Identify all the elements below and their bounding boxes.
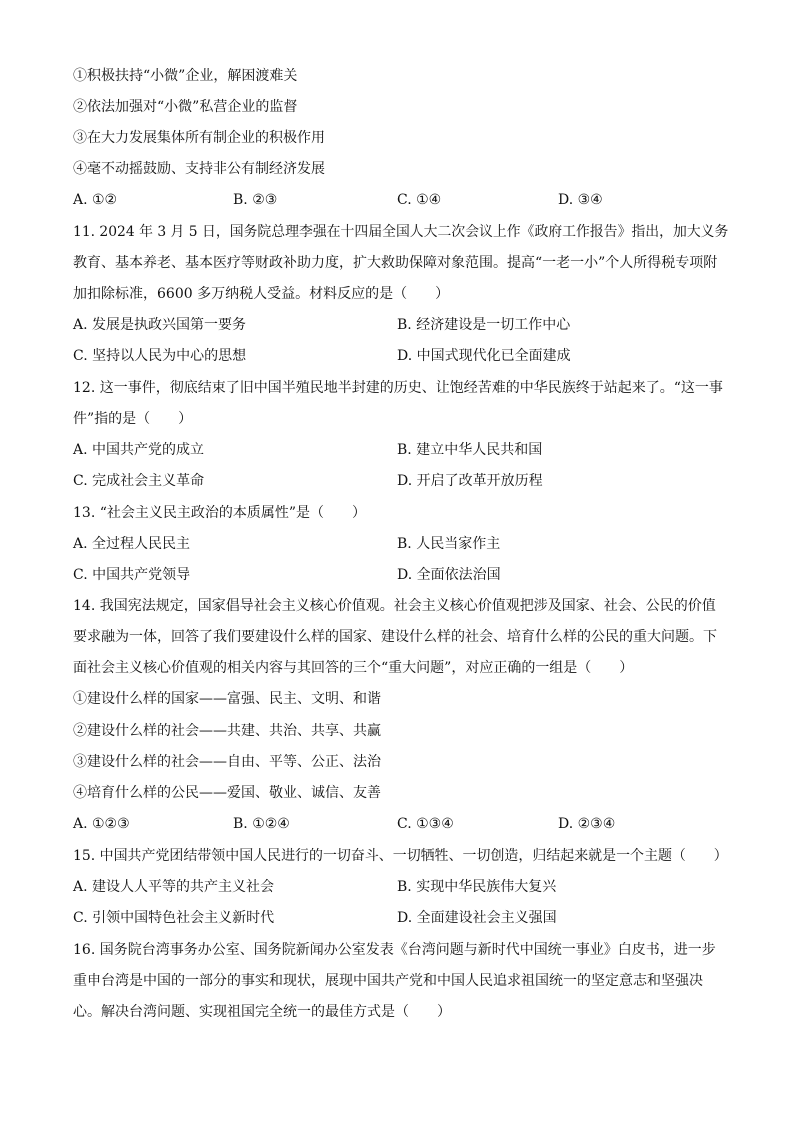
option-b[interactable]: B. 人民当家作主 [397, 536, 501, 552]
option-a[interactable]: A. ①②③ [73, 816, 130, 832]
statement: ②依法加强对“小微”私营企业的监督 [73, 99, 298, 115]
option-c[interactable]: C. ①③④ [397, 816, 454, 832]
option-c[interactable]: C. 中国共产党领导 [73, 567, 191, 583]
option-a[interactable]: A. 建设人人平等的共产主义社会 [73, 879, 275, 895]
option-b[interactable]: B. 建立中华人民共和国 [397, 442, 543, 458]
option-a[interactable]: A. ①② [73, 192, 118, 208]
question-16-line: 16. 国务院台湾事务办公室、国务院新闻办公室发表《台湾问题与新时代中国统一事业》白皮书，进一步 [73, 942, 716, 958]
question-14-line: 要求融为一体，回答了我们要建设什么样的国家、建设什么样的社会、培育什么样的公民的重大问题。下 [73, 629, 717, 645]
question-11-line: 11. 2024 年 3 月 5 日，国务院总理李强在十四届全国人大二次会议上作《政府工作报告》指出，加大义务 [73, 224, 729, 240]
option-b[interactable]: B. ①②④ [233, 816, 290, 832]
question-16-line: 重申台湾是中国的一部分的事实和现状，展现中国共产党和中国人民追求祖国统一的坚定意志和坚强决 [73, 973, 703, 989]
option-d[interactable]: D. 开启了改革开放历程 [397, 473, 543, 489]
option-c[interactable]: C. 引领中国特色社会主义新时代 [73, 910, 275, 926]
option-d[interactable]: D. 中国式现代化已全面建成 [397, 348, 571, 364]
option-a[interactable]: A. 发展是执政兴国第一要务 [73, 317, 247, 333]
option-d[interactable]: D. 全面建设社会主义强国 [397, 910, 557, 926]
option-b[interactable]: B. 经济建设是一切工作中心 [397, 317, 571, 333]
statement: ④培育什么样的公民——爱国、敬业、诚信、友善 [73, 785, 381, 801]
statement: ①建设什么样的国家——富强、民主、文明、和谐 [73, 691, 381, 707]
question-14-line: 14. 我国宪法规定，国家倡导社会主义核心价值观。社会主义核心价值观把涉及国家、社会、公民的价值 [73, 598, 716, 614]
question-12-line: 12. 这一事件，彻底结束了旧中国半殖民地半封建的历史、让饱经苦难的中华民族终于站起来了。“这一事 [73, 380, 723, 396]
statement: ①积极扶持“小微”企业，解困渡难关 [73, 68, 298, 84]
question-11-line: 教育、基本养老、基本医疗等财政补助力度，扩大救助保障对象范围。提高“一老一小”个人所得税专项附 [73, 255, 718, 271]
option-d[interactable]: D. ③④ [558, 192, 603, 208]
question-12-line: 件”指的是（ ） [73, 411, 193, 427]
option-d[interactable]: D. ②③④ [558, 816, 616, 832]
option-c[interactable]: C. 坚持以人民为中心的思想 [73, 348, 247, 364]
option-c[interactable]: C. 完成社会主义革命 [73, 473, 205, 489]
statement: ③建设什么样的社会——自由、平等、公正、法治 [73, 754, 381, 770]
question-14-line: 面社会主义核心价值观的相关内容与其回答的三个“重大问题”，对应正确的一组是（ ） [73, 660, 634, 676]
option-a[interactable]: A. 全过程人民民主 [73, 536, 191, 552]
question-11-line: 加扣除标准，6600 多万纳税人受益。材料反应的是（ ） [73, 286, 450, 302]
question-16-line: 心。解决台湾问题、实现祖国完全统一的最佳方式是（ ） [73, 1004, 451, 1020]
statement: ④毫不动摇鼓励、支持非公有制经济发展 [73, 161, 325, 177]
option-b[interactable]: B. 实现中华民族伟大复兴 [397, 879, 557, 895]
option-b[interactable]: B. ②③ [233, 192, 278, 208]
option-a[interactable]: A. 中国共产党的成立 [73, 442, 205, 458]
question-15-line: 15. 中国共产党团结带领中国人民进行的一切奋斗、一切牺牲、一切创造，归结起来就是一个主题（ ） [73, 848, 728, 864]
statement: ③在大力发展集体所有制企业的积极作用 [73, 130, 325, 146]
option-c[interactable]: C. ①④ [397, 192, 442, 208]
option-d[interactable]: D. 全面依法治国 [397, 567, 501, 583]
question-13-line: 13. “社会主义民主政治的本质属性”是（ ） [73, 505, 367, 521]
statement: ②建设什么样的社会——共建、共治、共享、共赢 [73, 723, 381, 739]
